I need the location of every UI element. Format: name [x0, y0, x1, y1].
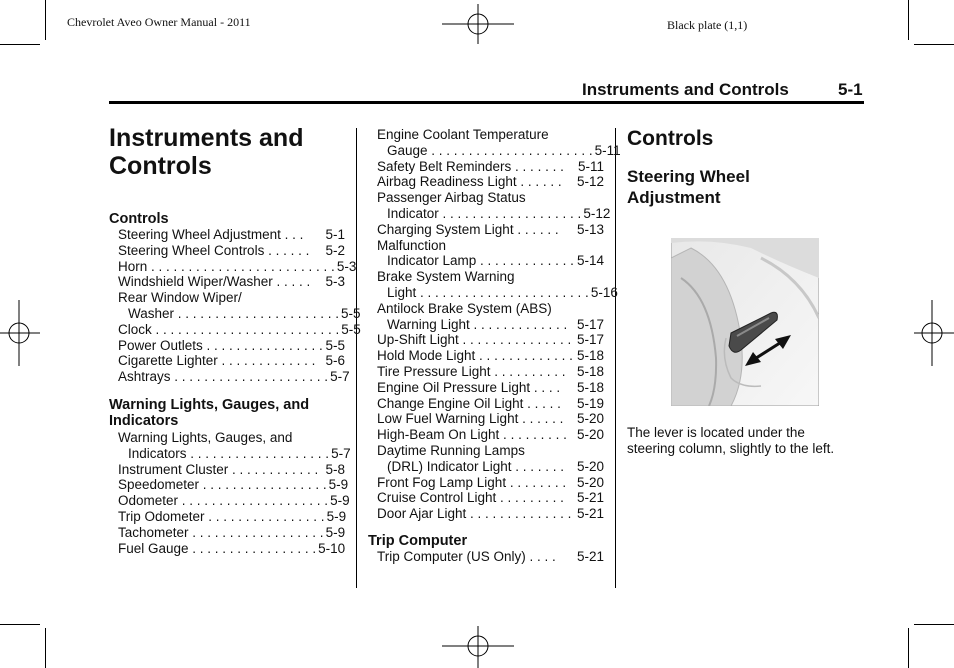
toc-entry-label: Brake System Warning — [377, 269, 515, 285]
toc-entry[interactable] — [377, 174, 604, 190]
toc-entry-page: 5-20 — [576, 427, 604, 443]
toc-entry-spacer — [303, 227, 323, 243]
toc-entry-spacer — [552, 301, 602, 317]
toc-entry-page: 5-16 — [590, 284, 618, 300]
toc-entry-page: 5-18 — [576, 348, 604, 364]
toc-entry-page: 5-5 — [341, 321, 361, 337]
toc-entry-label: Passenger Airbag Status — [377, 190, 526, 206]
toc-entry-label: Power Outlets . . . . . . . . . . . . . . . . — [118, 337, 323, 353]
toc-entry-spacer — [526, 190, 602, 206]
toc-entry-label: Door Ajar Light . . . . . . . . . . . . . . — [377, 506, 572, 522]
toc-entry-page: 5-9 — [326, 508, 347, 524]
crop-mark — [45, 628, 46, 668]
toc-entry-label: Instrument Cluster . . . . . . . . . . . . — [118, 461, 319, 477]
toc-entry-label: Daytime Running Lamps — [377, 442, 525, 458]
toc-entry[interactable] — [377, 411, 604, 427]
toc-entry-label: Clock . . . . . . . . . . . . . . . . . . . . . . . . . — [118, 321, 340, 337]
chapter-title-line: Instruments and — [109, 124, 304, 152]
toc-entry[interactable] — [118, 493, 350, 509]
toc-entry[interactable] — [377, 475, 604, 491]
toc-entry[interactable] — [377, 190, 604, 206]
toc-entry-spacer — [567, 427, 575, 443]
toc-entry-page: 5-20 — [576, 458, 604, 474]
toc-entry-label: Cruise Control Light . . . . . . . . . — [377, 490, 564, 506]
toc-entry-page: 5-21 — [576, 506, 604, 522]
toc-entry[interactable] — [118, 274, 345, 290]
toc-entry-label: Charging System Light . . . . . . — [377, 221, 559, 237]
toc-entry-page: 5-18 — [576, 363, 604, 379]
toc-entry-spacer — [549, 127, 602, 143]
toc-entry-page: 5-9 — [325, 524, 346, 540]
toc-entry-label: Horn . . . . . . . . . . . . . . . . . . . . . . . . . — [118, 258, 335, 274]
toc-entry-page: 5-1 — [325, 227, 345, 242]
toc-entry-label: Indicator Lamp . . . . . . . . . . . . . — [387, 253, 574, 269]
chapter-title-line: Controls — [109, 152, 212, 180]
toc-entry[interactable] — [377, 427, 604, 443]
body-paragraph — [627, 425, 834, 457]
toc-entry[interactable] — [377, 317, 604, 333]
toc-entry[interactable] — [377, 284, 618, 301]
toc-entry-label: Washer . . . . . . . . . . . . . . . . . . . . . . — [128, 305, 340, 321]
doc-meta-left: Chevrolet Aveo Owner Manual - 2011 — [67, 15, 251, 29]
toc-entry[interactable] — [377, 253, 604, 269]
toc-entry-page — [602, 127, 604, 143]
crop-mark — [908, 0, 909, 40]
toc-entry-spacer — [242, 290, 343, 306]
toc-entry-page: 5-17 — [576, 316, 604, 332]
toc-entry-label: Cigarette Lighter . . . . . . . . . . . . . — [118, 353, 316, 369]
toc-entry-spacer — [562, 174, 575, 190]
toc-entry-page: 5-11 — [577, 158, 604, 174]
toc-entry-label: Gauge . . . . . . . . . . . . . . . . . . . . . . — [387, 142, 593, 158]
section-heading: Controls — [627, 127, 714, 150]
toc-entry-label: Steering Wheel Adjustment . . . — [118, 227, 304, 242]
toc-entry-label: (DRL) Indicator Light . . . . . . . — [387, 458, 565, 474]
body-line: The lever is located under the — [627, 425, 805, 440]
toc-entry[interactable] — [377, 269, 604, 285]
registration-mark-icon — [442, 626, 514, 668]
toc-entry[interactable] — [377, 380, 604, 396]
toc-entry-label: Indicators . . . . . . . . . . . . . . . . . . . — [128, 445, 330, 461]
toc-entry-page: 5-20 — [576, 474, 604, 490]
toc-entry-spacer — [566, 364, 575, 380]
toc-list — [118, 227, 361, 385]
toc-entry-spacer — [515, 269, 602, 285]
toc-entry[interactable] — [377, 301, 604, 317]
toc-entry-label: Engine Oil Pressure Light . . . . — [377, 379, 561, 395]
toc-entry-label: Indicator . . . . . . . . . . . . . . . . . . . — [387, 205, 582, 221]
toc-entry-page: 5-5 — [325, 337, 345, 353]
toc-entry-page: 5-6 — [325, 353, 345, 369]
toc-entry-label: Steering Wheel Controls . . . . . . — [118, 242, 310, 258]
page-number: 5-1 — [838, 80, 863, 99]
header-rule — [109, 101, 864, 104]
toc-entry-page — [602, 238, 604, 254]
chapter-title — [109, 124, 303, 180]
toc-entry[interactable] — [377, 222, 604, 238]
toc-entry-spacer — [564, 159, 576, 175]
toc-entry-label: Antilock Brake System (ABS) — [377, 300, 552, 316]
toc-entry[interactable] — [118, 445, 351, 462]
toc-entry-page: 5-9 — [328, 477, 349, 493]
toc-entry[interactable] — [118, 477, 349, 493]
crop-mark — [908, 628, 909, 668]
toc-entry-page: 5-11 — [594, 142, 621, 158]
toc-entry-spacer — [564, 490, 575, 506]
toc-entry-page: 5-17 — [576, 332, 604, 348]
toc-entry-page: 5-7 — [330, 369, 350, 385]
toc-entry-label: Rear Window Wiper/ — [118, 290, 242, 306]
toc-entry-label: Speedometer . . . . . . . . . . . . . . . . . — [118, 477, 327, 493]
toc-list — [377, 549, 604, 565]
toc-entry-label: Low Fuel Warning Light . . . . . . — [377, 411, 564, 427]
toc-section-heading-line: Warning Lights, Gauges, and — [109, 397, 310, 413]
toc-entry-label: Light . . . . . . . . . . . . . . . . . . . . . . . — [387, 284, 589, 300]
toc-entry[interactable] — [377, 396, 604, 412]
toc-entry[interactable] — [118, 509, 345, 525]
toc-entry-label: Ashtrays . . . . . . . . . . . . . . . . . . . . . — [118, 369, 329, 385]
toc-entry-page: 5-3 — [336, 258, 357, 274]
crop-mark — [0, 44, 40, 45]
toc-entry[interactable] — [377, 490, 604, 506]
toc-entry[interactable] — [377, 238, 604, 254]
toc-entry-spacer — [559, 222, 575, 238]
toc-section-heading: Trip Computer — [368, 533, 468, 549]
column-divider — [615, 128, 616, 588]
toc-entry-page: 5-21 — [576, 490, 604, 506]
toc-entry-label: Trip Computer (US Only) . . . . — [377, 549, 556, 564]
toc-entry-spacer — [566, 475, 575, 491]
toc-section-heading-line: Indicators — [109, 413, 179, 429]
crop-mark — [0, 624, 40, 625]
toc-entry[interactable] — [118, 243, 345, 259]
crop-mark — [914, 624, 954, 625]
registration-mark-icon — [442, 4, 514, 44]
toc-entry-label: High-Beam On Light . . . . . . . . . — [377, 427, 567, 443]
subsection-heading-line: Adjustment — [627, 188, 721, 207]
toc-entry[interactable] — [118, 305, 361, 322]
toc-entry-page: 5-10 — [318, 540, 346, 556]
toc-entry[interactable] — [377, 506, 604, 522]
toc-entry-label: Safety Belt Reminders . . . . . . . — [377, 158, 564, 174]
toc-entry-page: 5-8 — [325, 461, 345, 477]
toc-entry-label: Malfunction — [377, 237, 447, 253]
toc-entry-spacer — [556, 549, 575, 565]
toc-entry[interactable] — [118, 525, 345, 541]
toc-entry-label: Warning Light . . . . . . . . . . . . . — [387, 316, 568, 332]
toc-entry[interactable] — [118, 369, 350, 385]
toc-entry-label: Up-Shift Light . . . . . . . . . . . . . . . — [377, 332, 572, 348]
toc-entry[interactable] — [377, 459, 604, 475]
toc-entry-page — [602, 443, 604, 459]
toc-entry[interactable] — [118, 321, 361, 338]
toc-entry-spacer — [560, 380, 575, 396]
toc-entry[interactable] — [377, 142, 621, 159]
toc-entry[interactable] — [377, 205, 611, 222]
toc-entry[interactable] — [377, 364, 604, 380]
registration-mark-icon — [914, 300, 954, 366]
toc-entry-label: Warning Lights, Gauges, and — [118, 430, 293, 445]
toc-entry-page — [602, 190, 604, 206]
toc-section-heading — [109, 397, 309, 429]
toc-entry[interactable] — [377, 348, 604, 364]
toc-entry[interactable] — [118, 541, 345, 557]
toc-entry-page: 5-19 — [576, 395, 604, 411]
toc-entry-page: 5-3 — [325, 274, 345, 290]
doc-meta-right: Black plate (1,1) — [667, 18, 748, 32]
running-header-title: Instruments and Controls — [582, 80, 789, 99]
column-divider — [356, 128, 357, 588]
toc-entry-spacer — [563, 411, 575, 427]
toc-entry-label: Change Engine Oil Light . . . . . — [377, 395, 561, 411]
toc-entry-label: Tachometer . . . . . . . . . . . . . . . . . . — [118, 524, 324, 540]
toc-entry[interactable] — [377, 549, 604, 565]
toc-entry-label: Engine Coolant Temperature — [377, 127, 549, 142]
toc-entry-page: 5-20 — [576, 411, 604, 427]
toc-entry[interactable] — [118, 338, 345, 354]
toc-entry-spacer — [561, 396, 575, 412]
toc-entry-page: 5-13 — [576, 221, 604, 237]
toc-entry[interactable] — [118, 227, 345, 243]
steering-lever-illustration — [671, 238, 819, 406]
toc-list — [118, 430, 351, 556]
toc-entry-page — [602, 269, 604, 285]
toc-entry-page: 5-18 — [576, 379, 604, 395]
toc-entry-page — [602, 301, 604, 317]
toc-entry-label: Front Fog Lamp Light . . . . . . . . — [377, 474, 567, 490]
toc-entry-spacer — [564, 459, 575, 475]
toc-entry-label: Fuel Gauge . . . . . . . . . . . . . . . . . — [118, 540, 317, 556]
registration-mark-icon — [0, 300, 40, 366]
toc-entry-spacer — [446, 238, 602, 254]
crop-mark — [914, 44, 954, 45]
toc-entry[interactable] — [377, 443, 604, 459]
toc-entry[interactable] — [118, 430, 345, 446]
toc-list — [377, 127, 621, 522]
toc-entry[interactable] — [118, 290, 345, 306]
subsection-heading — [627, 166, 750, 208]
toc-entry-label: Odometer . . . . . . . . . . . . . . . . . . . . — [118, 493, 329, 509]
toc-entry-spacer — [310, 274, 323, 290]
toc-entry-label: Hold Mode Light . . . . . . . . . . . . . — [377, 348, 573, 364]
toc-entry[interactable] — [118, 353, 345, 369]
toc-entry[interactable] — [377, 332, 604, 348]
toc-entry-label: Windshield Wiper/Washer . . . . . — [118, 274, 311, 290]
toc-entry-label: Tire Pressure Light . . . . . . . . . . — [377, 363, 566, 379]
toc-entry[interactable] — [118, 462, 345, 478]
toc-entry-spacer — [309, 243, 323, 259]
toc-entry-spacer — [292, 430, 343, 446]
toc-entry-page: 5-12 — [583, 205, 611, 221]
toc-entry-page: 5-9 — [330, 493, 350, 509]
toc-entry[interactable] — [377, 127, 604, 143]
subsection-heading-line: Steering Wheel — [627, 167, 750, 186]
toc-entry[interactable] — [118, 258, 357, 275]
toc-section-heading: Controls — [109, 211, 169, 227]
toc-entry-page: 5-5 — [341, 305, 361, 321]
toc-entry-label: Airbag Readiness Light . . . . . . — [377, 174, 562, 190]
toc-entry-page: 5-14 — [576, 253, 604, 269]
toc-entry-page: 5-2 — [325, 242, 345, 258]
toc-entry-spacer — [567, 317, 575, 333]
crop-mark — [45, 0, 46, 40]
toc-entry-page — [343, 290, 345, 306]
toc-entry-label: Trip Odometer . . . . . . . . . . . . . . . . — [118, 508, 325, 524]
toc-entry-page: 5-21 — [576, 549, 604, 564]
toc-entry-spacer — [525, 443, 602, 459]
toc-entry-page — [343, 430, 345, 446]
toc-entry[interactable] — [377, 159, 604, 175]
toc-entry-page: 5-7 — [331, 445, 351, 461]
toc-entry-page: 5-12 — [576, 174, 604, 190]
toc-entry-spacer — [315, 353, 323, 369]
body-line: steering column, slightly to the left. — [627, 441, 835, 456]
